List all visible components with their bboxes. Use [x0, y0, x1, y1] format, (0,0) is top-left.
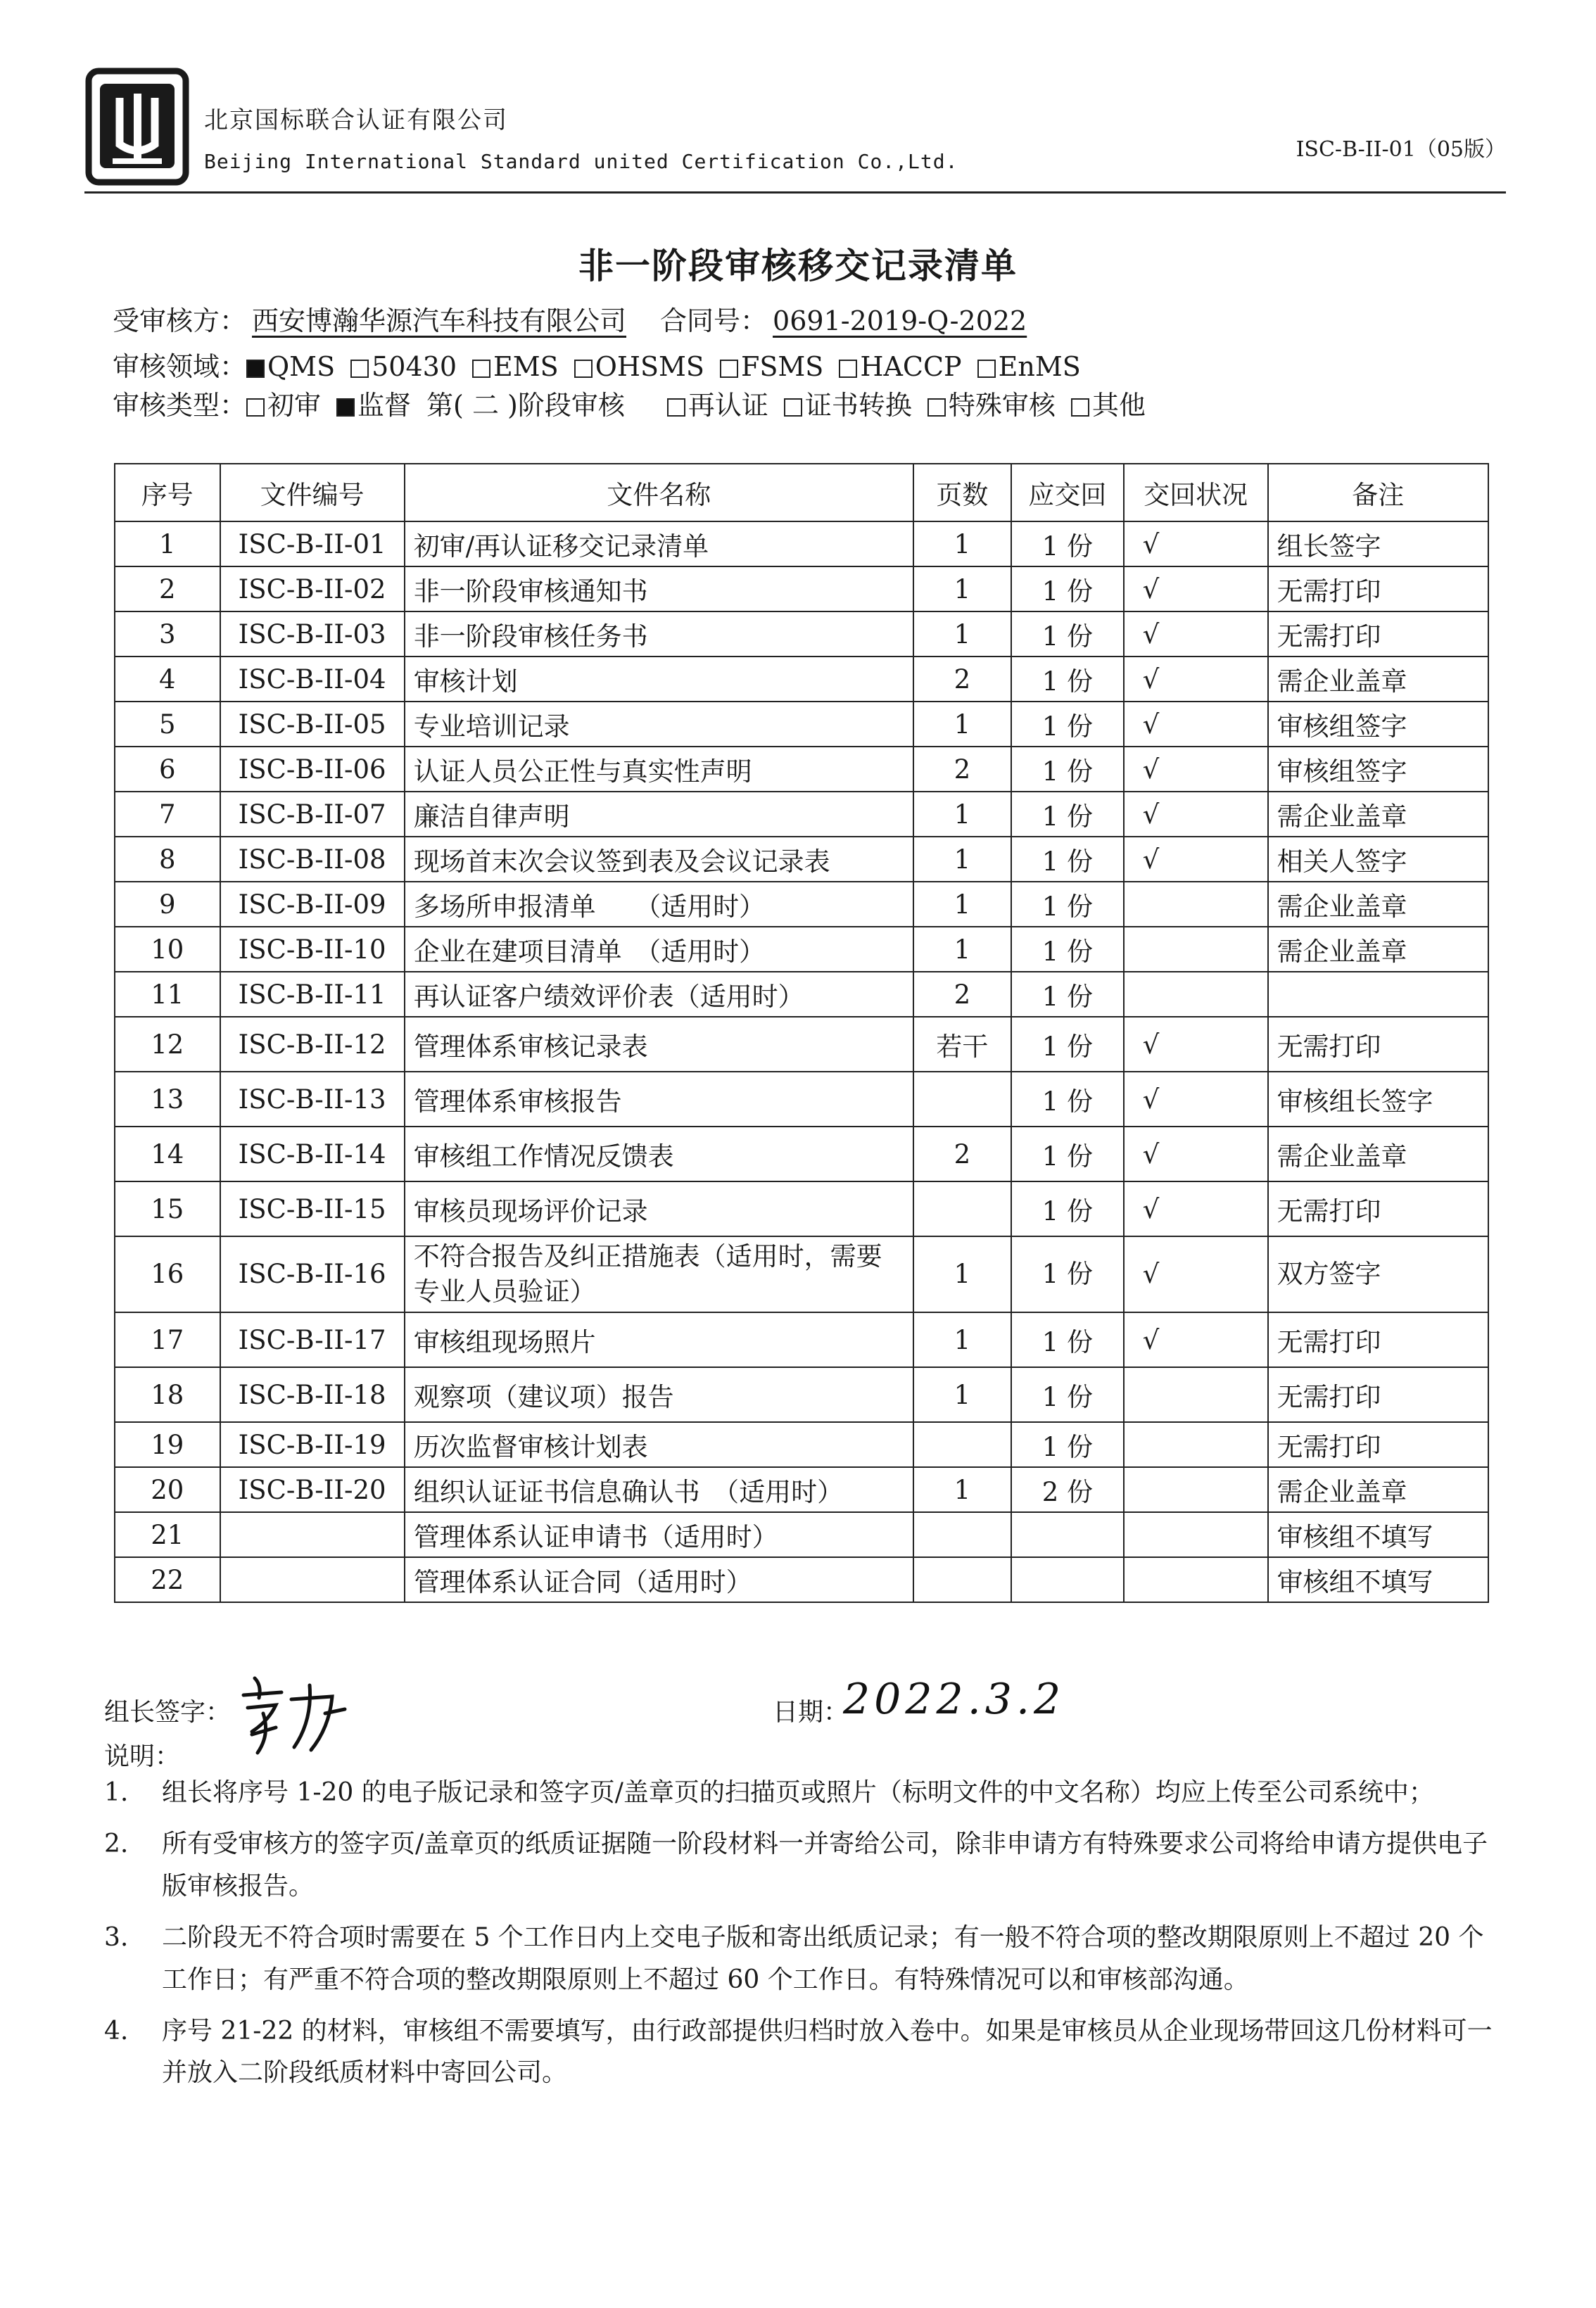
cell-code: ISC-B-II-11 [220, 972, 405, 1017]
note-text: 组长将序号 1-20 的电子版记录和签字页/盖章页的扫描页或照片（标明文件的中文名称）均应上传至公司系统中； [162, 1778, 1434, 1807]
audit-type-label: 审核类型： [113, 390, 247, 421]
checkbox-icon [472, 360, 490, 378]
note-item [104, 1823, 1505, 1907]
cell-remark: 组长签字 [1268, 521, 1488, 566]
checkbox-icon [246, 398, 265, 417]
cell-remark [1268, 972, 1488, 1017]
cell-code: ISC-B-II-03 [220, 611, 405, 657]
column-header-pages: 页数 [913, 464, 1011, 521]
cell-pages: 2 [913, 657, 1011, 702]
audit-type-other-option[interactable] [927, 383, 1056, 422]
cell-copies: 1 份 [1011, 882, 1124, 927]
audit-type-other-label: 再认证 [688, 390, 768, 421]
cell-copies: 1 份 [1011, 972, 1124, 1017]
audit-type-surveillance[interactable] [336, 383, 411, 422]
table-row [115, 792, 1488, 837]
cell-code: ISC-B-II-05 [220, 702, 405, 747]
cell-pages [913, 1072, 1011, 1127]
table-row [115, 837, 1488, 882]
cell-seq: 12 [115, 1017, 220, 1072]
cell-remark: 审核组不填写 [1268, 1512, 1488, 1557]
audit-type-surveillance-label: 监督 [357, 390, 412, 421]
column-header-copies: 应交回 [1011, 464, 1124, 521]
cell-seq: 1 [115, 521, 220, 566]
cell-code: ISC-B-II-13 [220, 1072, 405, 1127]
auditee-label: 受审核方： [113, 305, 247, 336]
note-item [104, 2010, 1505, 2094]
cell-code: ISC-B-II-02 [220, 566, 405, 611]
note-text: 二阶段无不符合项时需要在 5 个工作日内上交电子版和寄出纸质记录；有一般不符合项的整改期限原则上不超过 20 个工作日；有严重不符合项的整改期限原则上不超过 60 个工作日。有特殊情况可以和审核部沟通。 [162, 1923, 1484, 1994]
cell-pages: 2 [913, 747, 1011, 792]
cell-seq: 3 [115, 611, 220, 657]
cell-pages: 2 [913, 1127, 1011, 1181]
checkbox-icon [350, 360, 369, 378]
cell-status [1124, 1512, 1268, 1557]
cell-status [1124, 1422, 1268, 1467]
cell-pages: 1 [913, 1367, 1011, 1422]
cell-copies [1011, 1557, 1124, 1602]
cell-name: 不符合报告及纠正措施表（适用时，需要专业人员验证） [405, 1236, 913, 1312]
column-header-name: 文件名称 [405, 464, 913, 521]
cell-seq: 13 [115, 1072, 220, 1127]
audit-domain-fsms[interactable] [720, 351, 823, 382]
cell-remark: 需企业盖章 [1268, 1467, 1488, 1512]
cell-pages: 1 [913, 927, 1011, 972]
cell-name: 观察项（建议项）报告 [405, 1367, 913, 1422]
column-header-seq: 序号 [115, 464, 220, 521]
cell-status: √ [1124, 1312, 1268, 1367]
cell-pages [913, 1422, 1011, 1467]
cell-copies: 1 份 [1011, 1127, 1124, 1181]
table-row [115, 927, 1488, 972]
audit-domain-label: HACCP [860, 351, 962, 382]
cell-seq: 21 [115, 1512, 220, 1557]
notes-title: 说明： [104, 1742, 181, 1771]
cell-status: √ [1124, 747, 1268, 792]
cell-copies: 1 份 [1011, 1072, 1124, 1127]
cell-pages: 1 [913, 611, 1011, 657]
audit-domain-line [113, 345, 1096, 383]
cell-status: √ [1124, 1017, 1268, 1072]
cell-remark: 双方签字 [1268, 1236, 1488, 1312]
notes-list [104, 1772, 1505, 2104]
cell-code: ISC-B-II-04 [220, 657, 405, 702]
table-row [115, 1072, 1488, 1127]
audit-type-other-label: 特殊审核 [948, 390, 1056, 421]
audit-domain-enms[interactable] [977, 351, 1081, 382]
cell-seq: 11 [115, 972, 220, 1017]
auditee-value[interactable]: 西安博瀚华源汽车科技有限公司 [252, 305, 627, 336]
cell-status: √ [1124, 1181, 1268, 1236]
date-value[interactable]: 2022.3.2 [843, 1675, 1065, 1724]
cell-copies: 1 份 [1011, 837, 1124, 882]
cell-code: ISC-B-II-17 [220, 1312, 405, 1367]
cell-copies: 1 份 [1011, 702, 1124, 747]
cell-remark: 无需打印 [1268, 611, 1488, 657]
cell-name: 审核员现场评价记录 [405, 1181, 913, 1236]
column-header-status: 交回状况 [1124, 464, 1268, 521]
company-name-cn: 北京国标联合认证有限公司 [204, 106, 508, 134]
table-row [115, 1312, 1488, 1367]
audit-domain-label: 审核领域： [113, 351, 247, 382]
note-text: 所有受审核方的签字页/盖章页的纸质证据随一阶段材料一并寄给公司，除非申请方有特殊要求公司将给申请方提供电子版审核报告。 [162, 1830, 1488, 1901]
cell-status: √ [1124, 837, 1268, 882]
checkbox-icon [720, 360, 738, 378]
cell-status [1124, 1467, 1268, 1512]
cell-code: ISC-B-II-16 [220, 1236, 405, 1312]
audit-type-line [113, 383, 1161, 422]
cell-status [1124, 1367, 1268, 1422]
audit-type-initial[interactable] [246, 383, 321, 422]
cell-pages [913, 1557, 1011, 1602]
note-number: 3. [104, 1923, 129, 1953]
note-number: 4. [104, 2016, 129, 2046]
cell-name: 管理体系审核报告 [405, 1072, 913, 1127]
audit-domain-label: EMS [493, 351, 559, 382]
cell-seq: 14 [115, 1127, 220, 1181]
note-item [104, 1772, 1505, 1813]
column-header-remark: 备注 [1268, 464, 1488, 521]
table-row [115, 747, 1488, 792]
cell-status [1124, 972, 1268, 1017]
cell-remark: 无需打印 [1268, 566, 1488, 611]
cell-seq: 7 [115, 792, 220, 837]
cell-name: 认证人员公正性与真实性声明 [405, 747, 913, 792]
cell-copies: 1 份 [1011, 1367, 1124, 1422]
cell-copies: 1 份 [1011, 747, 1124, 792]
cell-seq: 4 [115, 657, 220, 702]
audit-type-other-label: 其他 [1091, 390, 1146, 421]
cell-pages: 1 [913, 1236, 1011, 1312]
cell-status: √ [1124, 1236, 1268, 1312]
table-row [115, 702, 1488, 747]
table-row [115, 611, 1488, 657]
note-number: 1. [104, 1778, 129, 1807]
cell-name: 廉洁自律声明 [405, 792, 913, 837]
cell-seq: 8 [115, 837, 220, 882]
cell-copies: 2 份 [1011, 1467, 1124, 1512]
cell-pages: 1 [913, 1467, 1011, 1512]
cell-pages: 1 [913, 1312, 1011, 1367]
cell-code [220, 1512, 405, 1557]
audit-domain-qms[interactable] [246, 351, 335, 382]
table-header-row [115, 464, 1488, 521]
cell-pages: 1 [913, 702, 1011, 747]
audit-type-other-option[interactable] [784, 383, 912, 422]
cell-name: 企业在建项目清单 （适用时） [405, 927, 913, 972]
note-text: 序号 21-22 的材料，审核组不需要填写，由行政部提供归档时放入卷中。如果是审核员从企业现场带回这几份材料可一并放入二阶段纸质材料中寄回公司。 [162, 2016, 1493, 2088]
cell-copies: 1 份 [1011, 927, 1124, 972]
cell-status: √ [1124, 792, 1268, 837]
cell-name: 多场所申报清单 （适用时） [405, 882, 913, 927]
cell-seq: 22 [115, 1557, 220, 1602]
audit-domain-ems[interactable] [472, 351, 559, 382]
cell-seq: 10 [115, 927, 220, 972]
cell-name: 管理体系认证合同（适用时） [405, 1557, 913, 1602]
cell-remark: 审核组长签字 [1268, 1072, 1488, 1127]
checkbox-icon [574, 360, 593, 378]
cell-copies: 1 份 [1011, 1181, 1124, 1236]
audit-type-other-option[interactable] [667, 383, 768, 422]
cell-code: ISC-B-II-18 [220, 1367, 405, 1422]
cell-remark: 需企业盖章 [1268, 657, 1488, 702]
table-row [115, 521, 1488, 566]
cell-code: ISC-B-II-07 [220, 792, 405, 837]
audit-domain-label: 50430 [372, 351, 457, 382]
audit-domain-label: OHSMS [595, 351, 704, 382]
cell-code: ISC-B-II-01 [220, 521, 405, 566]
table-row [115, 657, 1488, 702]
audit-domain-50430[interactable] [350, 351, 457, 382]
company-logo-icon [84, 67, 190, 186]
cell-code: ISC-B-II-09 [220, 882, 405, 927]
contract-label: 合同号： [660, 305, 768, 336]
cell-copies: 1 份 [1011, 1017, 1124, 1072]
cell-copies: 1 份 [1011, 792, 1124, 837]
cell-seq: 15 [115, 1181, 220, 1236]
cell-remark: 需企业盖章 [1268, 927, 1488, 972]
cell-code: ISC-B-II-20 [220, 1467, 405, 1512]
audit-domain-label: EnMS [998, 351, 1081, 382]
table-row [115, 1367, 1488, 1422]
cell-seq: 16 [115, 1236, 220, 1312]
audit-type-initial-label: 初审 [267, 390, 322, 421]
table-row [115, 1422, 1488, 1467]
cell-name: 组织认证证书信息确认书 （适用时） [405, 1467, 913, 1512]
cell-remark: 无需打印 [1268, 1367, 1488, 1422]
cell-copies: 1 份 [1011, 611, 1124, 657]
audit-domain-ohsms[interactable] [574, 351, 704, 382]
cell-copies: 1 份 [1011, 1422, 1124, 1467]
checkbox-icon [927, 398, 946, 417]
handwritten-signature [227, 1664, 353, 1763]
table-row [115, 1557, 1488, 1602]
cell-remark: 审核组签字 [1268, 747, 1488, 792]
cell-remark: 无需打印 [1268, 1181, 1488, 1236]
cell-seq: 20 [115, 1467, 220, 1512]
cell-pages: 1 [913, 882, 1011, 927]
cell-name: 专业培训记录 [405, 702, 913, 747]
cell-pages: 1 [913, 521, 1011, 566]
cell-status: √ [1124, 611, 1268, 657]
cell-seq: 19 [115, 1422, 220, 1467]
table-row [115, 1017, 1488, 1072]
audit-domain-label: FSMS [740, 351, 824, 382]
checkbox-icon [977, 360, 996, 378]
note-number: 2. [104, 1830, 129, 1859]
cell-status [1124, 927, 1268, 972]
cell-seq: 17 [115, 1312, 220, 1367]
cell-code: ISC-B-II-06 [220, 747, 405, 792]
cell-pages: 若干 [913, 1017, 1011, 1072]
contract-value[interactable]: 0691-2019-Q-2022 [773, 305, 1027, 336]
cell-seq: 5 [115, 702, 220, 747]
cell-name: 管理体系审核记录表 [405, 1017, 913, 1072]
cell-remark: 相关人签字 [1268, 837, 1488, 882]
table-row [115, 1236, 1488, 1312]
transfer-record-table [114, 463, 1489, 1603]
cell-pages: 1 [913, 792, 1011, 837]
cell-remark: 无需打印 [1268, 1017, 1488, 1072]
cell-seq: 9 [115, 882, 220, 927]
cell-name: 审核计划 [405, 657, 913, 702]
audit-type-other-label: 证书转换 [804, 390, 912, 421]
audit-domain-options [246, 351, 1096, 382]
cell-name: 非一阶段审核任务书 [405, 611, 913, 657]
cell-status: √ [1124, 521, 1268, 566]
checkbox-icon [1071, 398, 1089, 417]
cell-code: ISC-B-II-12 [220, 1017, 405, 1072]
table-row [115, 1127, 1488, 1181]
cell-seq: 6 [115, 747, 220, 792]
cell-remark: 需企业盖章 [1268, 792, 1488, 837]
cell-status: √ [1124, 657, 1268, 702]
table-body [115, 521, 1488, 1602]
cell-copies: 1 份 [1011, 566, 1124, 611]
cell-name: 现场首末次会议签到表及会议记录表 [405, 837, 913, 882]
cell-remark: 审核组签字 [1268, 702, 1488, 747]
cell-copies [1011, 1512, 1124, 1557]
cell-status [1124, 1557, 1268, 1602]
auditee-line [113, 299, 1032, 338]
cell-pages [913, 1181, 1011, 1236]
cell-remark: 无需打印 [1268, 1312, 1488, 1367]
cell-code: ISC-B-II-08 [220, 837, 405, 882]
cell-name: 审核组现场照片 [405, 1312, 913, 1367]
note-item [104, 1917, 1505, 2001]
checkbox-checked-icon [336, 398, 355, 417]
cell-copies: 1 份 [1011, 1236, 1124, 1312]
checkbox-icon [839, 360, 857, 378]
cell-status: √ [1124, 702, 1268, 747]
audit-type-other-options [667, 390, 1161, 421]
cell-remark: 需企业盖章 [1268, 1127, 1488, 1181]
letterhead [84, 67, 1506, 190]
table-row [115, 1467, 1488, 1512]
cell-seq: 2 [115, 566, 220, 611]
cell-pages: 2 [913, 972, 1011, 1017]
cell-code [220, 1557, 405, 1602]
team-leader-signature-label: 组长签字： [104, 1698, 232, 1727]
audit-type-other-option[interactable] [1071, 383, 1146, 422]
checkbox-icon [667, 398, 685, 417]
cell-copies: 1 份 [1011, 1312, 1124, 1367]
audit-domain-haccp[interactable] [839, 351, 961, 382]
audit-domain-label: QMS [267, 351, 336, 382]
audit-stage-text: 第( 二 )阶段审核 [426, 390, 625, 421]
table-row [115, 972, 1488, 1017]
cell-status: √ [1124, 1127, 1268, 1181]
cell-code: ISC-B-II-15 [220, 1181, 405, 1236]
document-code: ISC-B-II-01（05版） [1296, 137, 1506, 162]
cell-name: 初审/再认证移交记录清单 [405, 521, 913, 566]
cell-status: √ [1124, 1072, 1268, 1127]
cell-remark: 无需打印 [1268, 1422, 1488, 1467]
cell-status: √ [1124, 566, 1268, 611]
date-label: 日期： [773, 1698, 849, 1727]
table-row [115, 566, 1488, 611]
cell-copies: 1 份 [1011, 521, 1124, 566]
cell-remark: 审核组不填写 [1268, 1557, 1488, 1602]
cell-name: 历次监督审核计划表 [405, 1422, 913, 1467]
cell-code: ISC-B-II-14 [220, 1127, 405, 1181]
header-divider [84, 191, 1506, 194]
cell-name: 非一阶段审核通知书 [405, 566, 913, 611]
cell-pages [913, 1512, 1011, 1557]
cell-copies: 1 份 [1011, 657, 1124, 702]
table-row [115, 1181, 1488, 1236]
cell-name: 审核组工作情况反馈表 [405, 1127, 913, 1181]
table-row [115, 1512, 1488, 1557]
company-name-en: Beijing International Standard united Certification Co.,Ltd. [204, 150, 958, 173]
cell-code: ISC-B-II-19 [220, 1422, 405, 1467]
cell-name: 再认证客户绩效评价表（适用时） [405, 972, 913, 1017]
checkbox-checked-icon [246, 360, 265, 378]
column-header-code: 文件编号 [220, 464, 405, 521]
page-title: 非一阶段审核移交记录清单 [578, 245, 1018, 286]
cell-seq: 18 [115, 1367, 220, 1422]
cell-pages: 1 [913, 566, 1011, 611]
cell-name: 管理体系认证申请书（适用时） [405, 1512, 913, 1557]
checkbox-icon [784, 398, 802, 417]
cell-status [1124, 882, 1268, 927]
table-row [115, 882, 1488, 927]
cell-code: ISC-B-II-10 [220, 927, 405, 972]
cell-pages: 1 [913, 837, 1011, 882]
cell-remark: 需企业盖章 [1268, 882, 1488, 927]
